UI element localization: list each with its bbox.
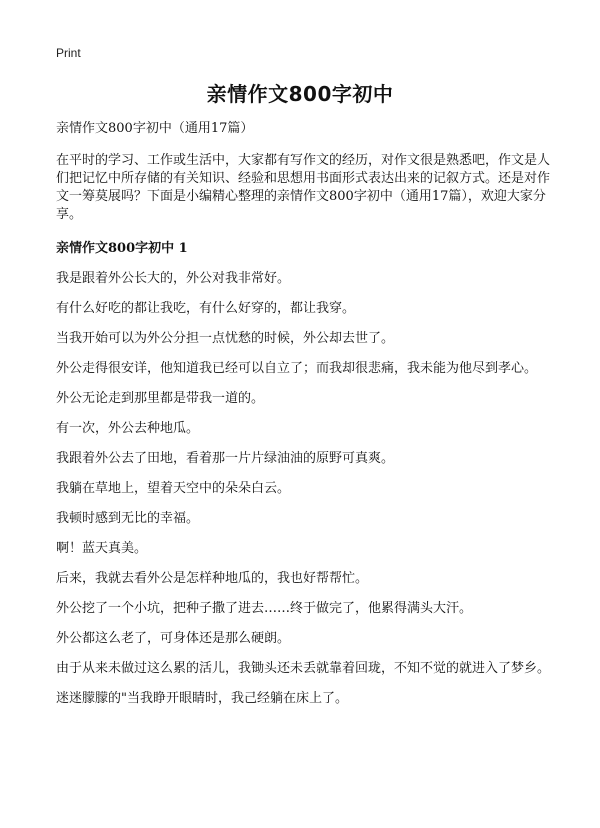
paragraph: 有一次，外公去种地瓜。 bbox=[56, 421, 200, 436]
paragraph: 我顿时感到无比的幸福。 bbox=[56, 511, 200, 526]
paragraph: 有什么好吃的都让我吃，有什么好穿的，都让我穿。 bbox=[56, 301, 356, 316]
page-title: 亲情作文800字初中 bbox=[206, 82, 394, 106]
paragraph: 当我开始可以为外公分担一点忧愁的时候，外公却去世了。 bbox=[56, 331, 395, 346]
intro-paragraph: 在平时的学习、工作或生活中，大家都有写作文的经历，对作文很是熟悉吧，作文是人们把记忆中所存储的有关知识、经验和思想用书面形式表达出来的记叙方式。还是对作文一筹莫展吗？下面是小编精心整理的亲情作文800字初中（通用17篇），欢迎大家分享。 bbox=[56, 153, 551, 222]
paragraph: 外公挖了一个小坑，把种子撒了进去……终于做完了，他累得满头大汗。 bbox=[56, 601, 473, 616]
section-heading: 亲情作文800字初中 1 bbox=[56, 241, 188, 256]
paragraph: 外公走得很安详，他知道我已经可以自立了；而我却很悲痛，我未能为他尽到孝心。 bbox=[56, 361, 538, 376]
paragraph: 后来，我就去看外公是怎样种地瓜的，我也好帮帮忙。 bbox=[56, 571, 369, 586]
paragraph: 迷迷朦朦的"当我睁开眼睛时，我己经躺在床上了。 bbox=[56, 691, 348, 706]
paragraph: 外公无论走到那里都是带我一道的。 bbox=[56, 391, 265, 406]
print-link[interactable]: Print bbox=[56, 46, 81, 60]
paragraph: 啊！蓝天真美。 bbox=[56, 541, 148, 556]
article-body bbox=[56, 120, 556, 720]
paragraph: 外公都这么老了，可身体还是那么硬朗。 bbox=[56, 631, 291, 646]
paragraph: 我躺在草地上，望着天空中的朵朵白云。 bbox=[56, 481, 291, 496]
article-subtitle: 亲情作文800字初中（通用17篇） bbox=[56, 121, 254, 136]
paragraph: 我是跟着外公长大的，外公对我非常好。 bbox=[56, 271, 291, 286]
paragraph: 我跟着外公去了田地，看着那一片片绿油油的原野可真爽。 bbox=[56, 451, 395, 466]
paragraph: 由于从来未做过这么累的活儿，我锄头还未丢就靠着回珑，不知不觉的就进入了梦乡。 bbox=[56, 661, 551, 676]
